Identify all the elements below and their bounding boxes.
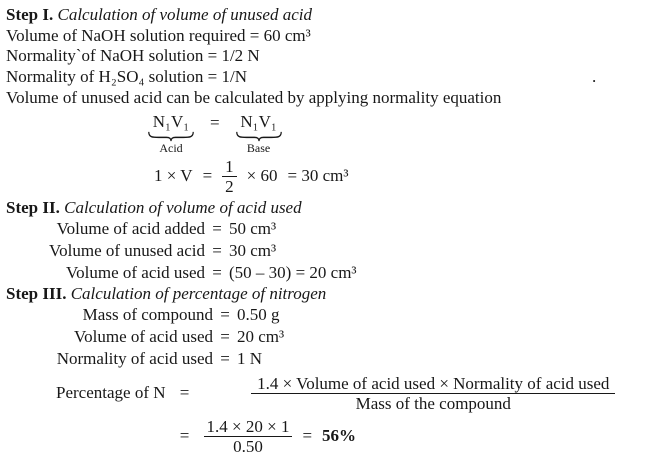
formula-numerator: 1.4 × Volume of acid used × Normality of acid used [251,374,615,395]
step1-title: Calculation of volume of unused acid [57,5,312,24]
row-value: 1 N [237,348,263,368]
row-value: 20 cm³ [237,327,285,347]
unused-acid-row [6,240,663,262]
step2-label: Step II. [6,197,60,217]
h2so4-normality-text: Normality of H₂SO₄ solution = 1/N [6,67,248,87]
h2so4-normality-line [6,67,663,88]
equals-sign: = [202,166,213,186]
formula-lhs: Percentage of N [56,383,166,403]
acid-volume-row [6,326,663,348]
mass-row [6,304,663,326]
fraction-numerator: 1 [222,157,237,178]
calc-result: = 30 cm³ [287,166,349,186]
fraction-denominator: 2 [225,177,234,197]
numeric-numerator: 1.4 × 20 × 1 [204,417,293,438]
acid-normality-row [6,348,663,370]
normality-equation [148,112,663,156]
step2-title: Calculation of volume of acid used [64,197,302,217]
row-label: Volume of acid used [74,327,213,347]
times-sixty: × 60 [246,166,278,186]
equals-sign: = [212,262,222,282]
acid-label: Acid [159,141,183,156]
acid-term: N₁V₁ [152,111,190,131]
row-value: 0.50 g [237,305,280,325]
base-label: Base [246,141,271,156]
equals-sign: = [220,348,230,368]
base-term: N₁V₁ [240,111,277,131]
acid-term-group [148,112,194,156]
equals-sign: = [212,241,222,261]
row-label: Mass of compound [82,305,213,325]
row-value: (50 – 30) = 20 cm³ [229,262,357,282]
row-value: 30 cm³ [229,241,277,261]
volume-calculation [154,157,663,197]
base-term-group [236,112,282,156]
equals-sign: = [212,219,222,239]
row-label: Volume of unused acid [49,241,205,261]
row-label: Volume of acid used [66,262,205,282]
equals-sign: = [220,327,230,347]
step2-rows [6,218,663,283]
equals-sign: = [220,305,230,325]
formula-denominator: Mass of the compound [355,394,511,414]
numeric-denominator: 0.50 [233,437,263,457]
step3-title: Calculation of percentage of nitrogen [70,283,327,303]
result-value: 56% [322,426,357,446]
print-artifact-dot: . [592,67,597,87]
acid-used-row [6,262,663,284]
acid-added-row [6,218,663,240]
normality-equation-intro: Volume of unused acid can be calculated by applying normality equation [6,87,502,107]
step3-rows [6,304,663,369]
row-label: Volume of acid added [56,219,205,239]
percentage-formula [56,374,663,457]
equals-sign: = [179,383,190,403]
row-label: Normality of acid used [56,348,213,368]
step3-label: Step III. [6,283,67,303]
result-line [204,417,663,457]
equals-sign: = [210,112,220,132]
equals-sign: = [302,426,313,446]
step3-heading [6,284,663,305]
step2-heading [6,198,663,219]
half-fraction [222,157,237,197]
equals-sign: = [179,426,190,446]
naoh-normality-line: Normality`of NaOH solution = 1/2 N [6,46,260,66]
numeric-fraction [204,417,293,457]
row-value: 50 cm³ [229,219,277,239]
calc-lhs: 1 × V [154,166,193,186]
step1-label: Step I. [6,5,54,24]
step1-heading [6,5,663,26]
naoh-volume-line: Volume of NaOH solution required = 60 cm³ [6,25,311,45]
formula-fraction [204,374,663,414]
